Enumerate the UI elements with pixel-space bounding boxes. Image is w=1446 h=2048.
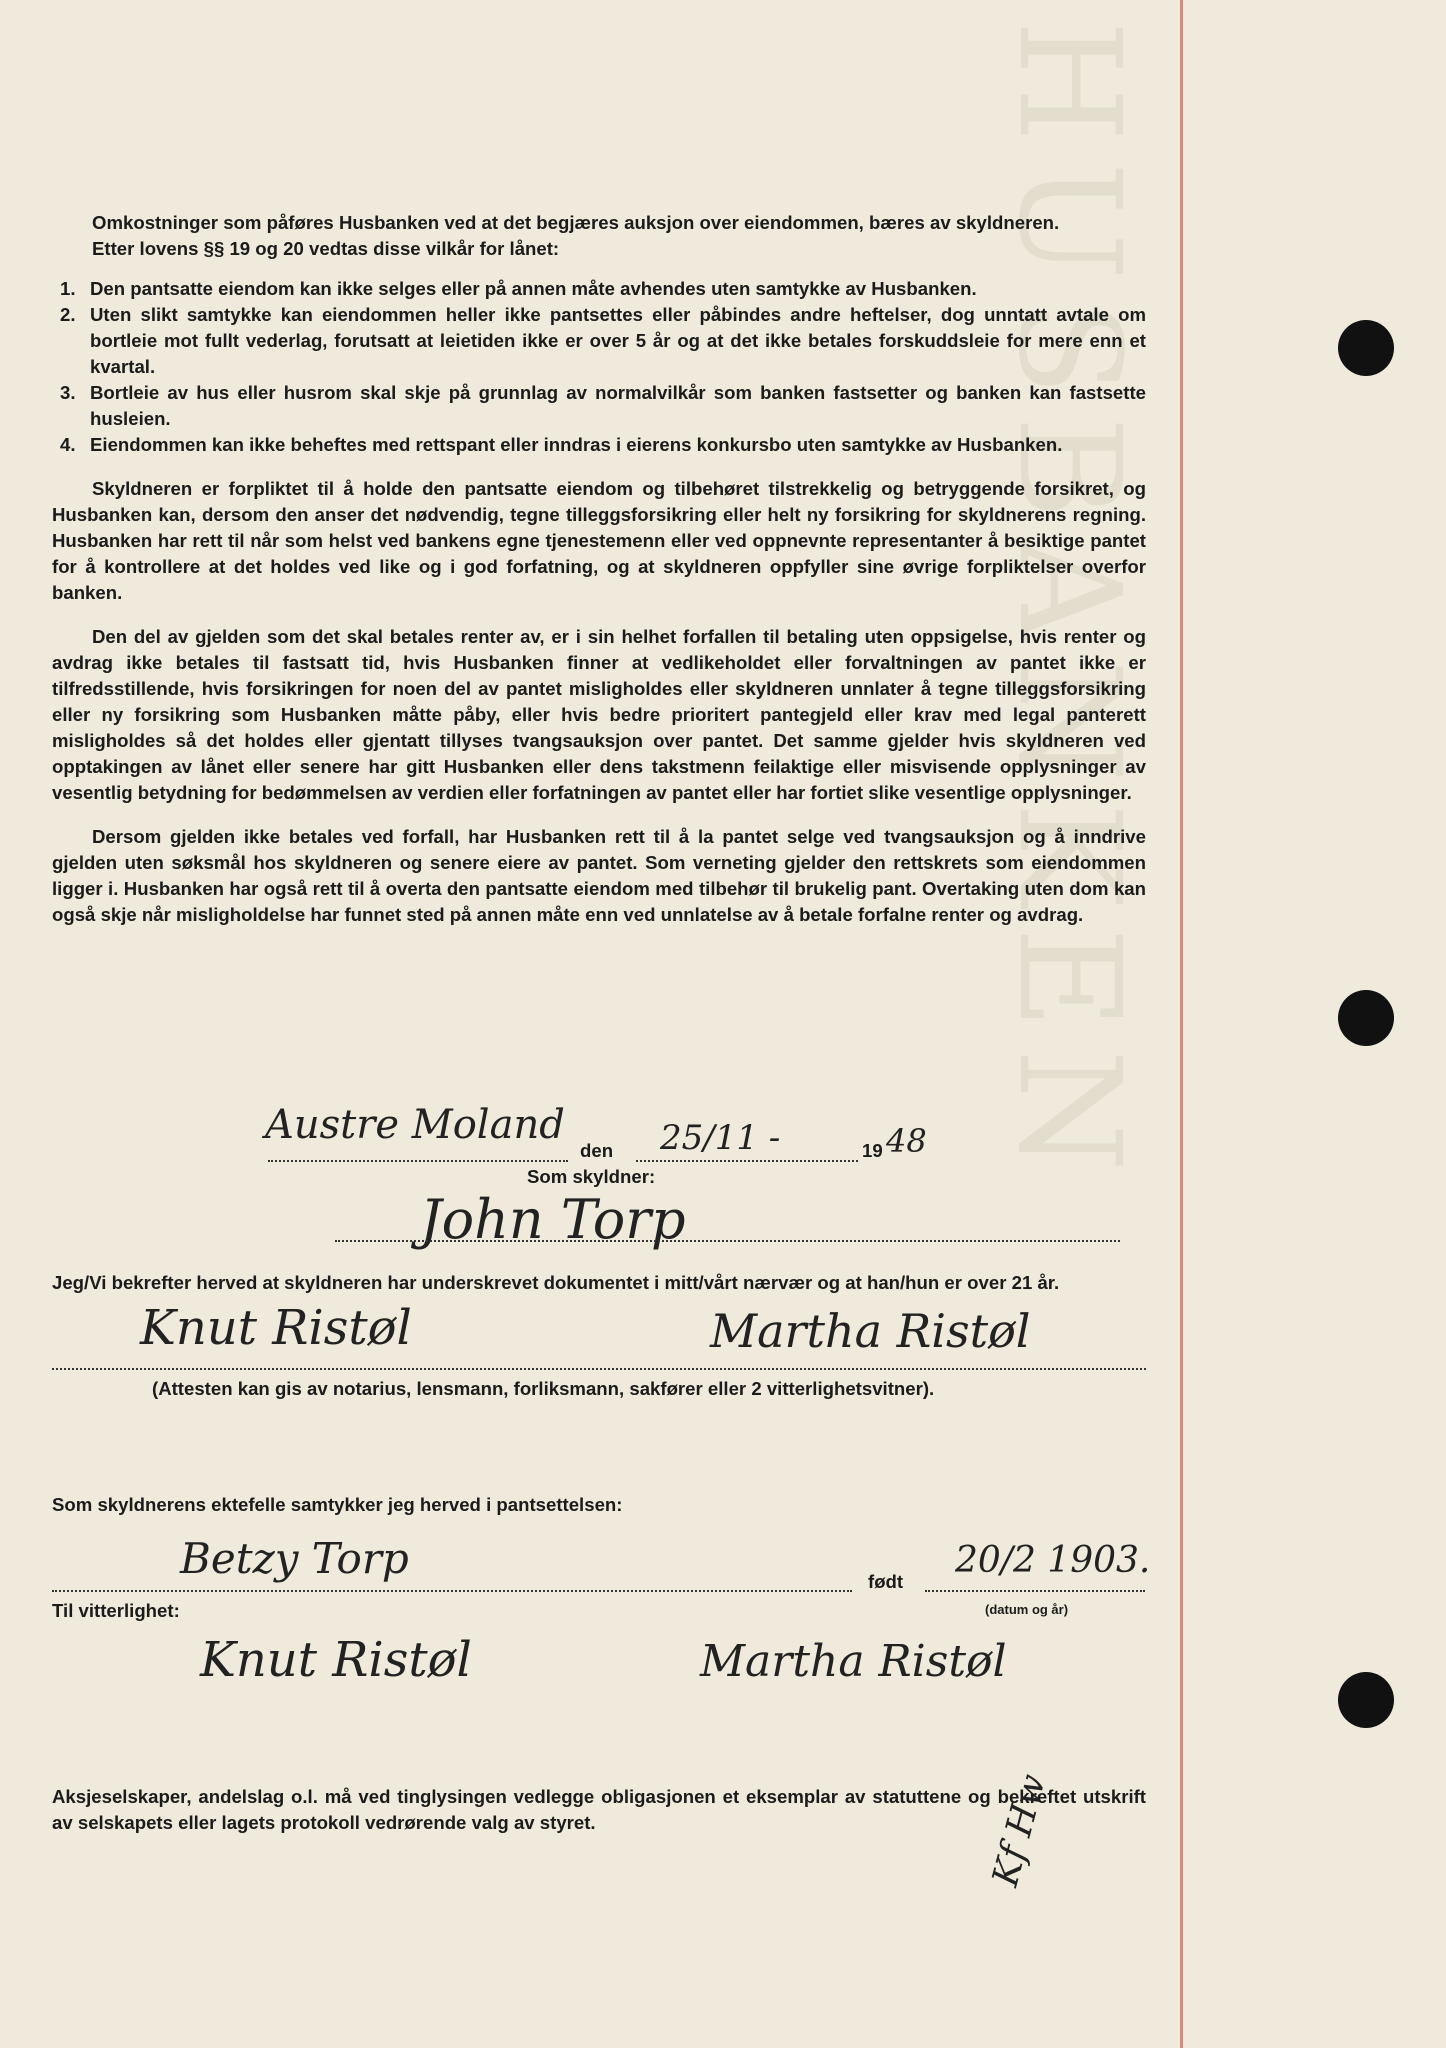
place-line [268,1160,568,1162]
attest-text: Jeg/Vi bekrefter herved at skyldneren har underskrevet dokumentet i mitt/vårt nærvær og at han/hun er over 21 år. [52,1272,1060,1293]
born-label: født [868,1571,904,1592]
spouse-signature-line [52,1590,852,1592]
condition-item: 4. Eiendommen kan ikke beheftes med rettspant eller inndras i eierens konkursbo uten samtykke av Husbanken. [60,434,1063,455]
born-note: (datum og år) [985,1602,1069,1617]
spouse-witness-2-signature: Martha Ristøl [700,1636,1007,1687]
condition-item: 1. Den pantsatte eiendom kan ikke selges eller på annen måte avhendes uten samtykke av Husbanken. [60,278,977,299]
debtor-label: Som skyldner: [527,1166,656,1187]
punch-hole [1338,1672,1394,1728]
condition-item: 3. Bortleie av hus eller husrom skal skje på grunnlag av normalvilkår som banken fastsetter og banken kan fastsette husleien. [60,382,1146,429]
witness-label: Til vitterlighet: [52,1600,180,1621]
terms-text [52,210,1146,928]
insurance-paragraph: Skyldneren er forpliktet til å holde den pantsatte eiendom og tilbehøret tilstrekkelig og betryggende forsikret, og Husbanken kan, dersom den anser det nødvendig, tegne tilleggsforsikring eller helt ny forsikring for skyldnerens regning. Husbanken har rett til når som helst ved bankens egne tjenestemenn eller ved oppnevnte representanter å besiktige pantet for å kontrollere at det holdes ved like og i god forfatning, og at skyldneren oppfyller sine øvrige forpliktelser overfor banken. [52,478,1146,603]
den-label: den [580,1140,614,1161]
place-handwritten: Austre Moland [265,1102,565,1148]
condition-item: 2. Uten slikt samtykke kan eiendommen heller ikke pantsettes eller påbindes andre heftelser, dog unntatt avtale om bortleie mot fullt vederlag, forutsatt at leietiden ikke er over 5 år og at det ikke betales forskuddsleie for mere enn et kvartal. [60,304,1146,377]
enforcement-paragraph: Dersom gjelden ikke betales ved forfall, har Husbanken rett til å la pantet selge ved tvangsauksjon og å inndrive gjelden uten søksmål hos skyldneren og senere eiere av pantet. Som verneting gjelder den rettskrets som eiendommen ligger i. Husbanken har også rett til å overta den pantsatte eiendom med tilbehør til brukelig pant. Overtaking uten dom kan også skje når misligholdelse har funnet sted på annen måte enn ved unnlatelse av å betale forfalne renter og avdrag. [52,826,1146,925]
punch-hole [1338,320,1394,376]
debtor-signature: John Torp [420,1188,686,1251]
attest-note: (Attesten kan gis av notarius, lensmann, forliksmann, sakfører eller 2 vitterlighetsvitner). [152,1378,935,1399]
born-line [925,1590,1145,1592]
footer-note: Aksjeselskaper, andelslag o.l. må ved tinglysingen vedlegge obligasjonen et eksemplar av statuttene og bekreftet utskrift av selskapets eller lagets protokoll vedrørende valg av styret. [52,1786,1146,1833]
date-handwritten: 25/11 - [660,1118,781,1158]
intro-conditions-heading: Etter lovens §§ 19 og 20 vedtas disse vilkår for lånet: [92,238,560,259]
debtor-signature-line [335,1240,1120,1242]
spouse-signature: Betzy Torp [180,1534,409,1583]
attest-signature-line [52,1368,1146,1370]
year-prefix: 19 [862,1140,883,1161]
attest-witness-1-signature: Knut Ristøl [140,1300,412,1356]
bleed-through-text: HUSBANKEN [987,20,1150,1192]
intro-paragraph: Omkostninger som påføres Husbanken ved at det begjæres auksjon over eiendommen, bæres av skyldneren. [92,212,1060,233]
spouse-consent-label: Som skyldnerens ektefelle samtykker jeg herved i pantsettelsen: [52,1494,623,1515]
conditions-list [52,276,1146,458]
default-paragraph: Den del av gjelden som det skal betales renter av, er i sin helhet forfallen til betaling uten oppsigelse, hvis renter og avdrag ikke betales til fastsatt tid, hvis Husbanken finner at vedlikeholdet eller forvaltningen av pantet ikke er tilfredsstillende, hvis forsikringen for noen del av pantet misligholdes eller skyldneren unnlater å tegne tilleggsforsikring eller ny forsikring som Husbanken måtte påby, eller hvis bedre prioritert pantegjeld eller krav med legal panterett misligholdes så det holdes eller gjentatt tillyses tvangsauksjon over pantet. Det samme gjelder hvis skyldneren ved opptakingen av lånet eller senere har gitt Husbanken eller dens takstmenn feilaktige eller misvisende opplysninger av vesentlig betydning for bedømmelsen av verdien eller forfatningen av pantet eller har fortiet slike vesentlige opplysninger. [52,626,1146,803]
spouse-witness-1-signature: Knut Ristøl [200,1632,472,1688]
red-margin-line [1180,0,1183,2048]
attest-witness-2-signature: Martha Ristøl [710,1304,1031,1358]
initials-handwritten: Kf Hw [985,1770,1055,1891]
born-handwritten: 20/2 1903. [955,1540,1151,1581]
year-handwritten: 48 [886,1122,927,1160]
date-line [636,1160,858,1162]
punch-hole [1338,990,1394,1046]
